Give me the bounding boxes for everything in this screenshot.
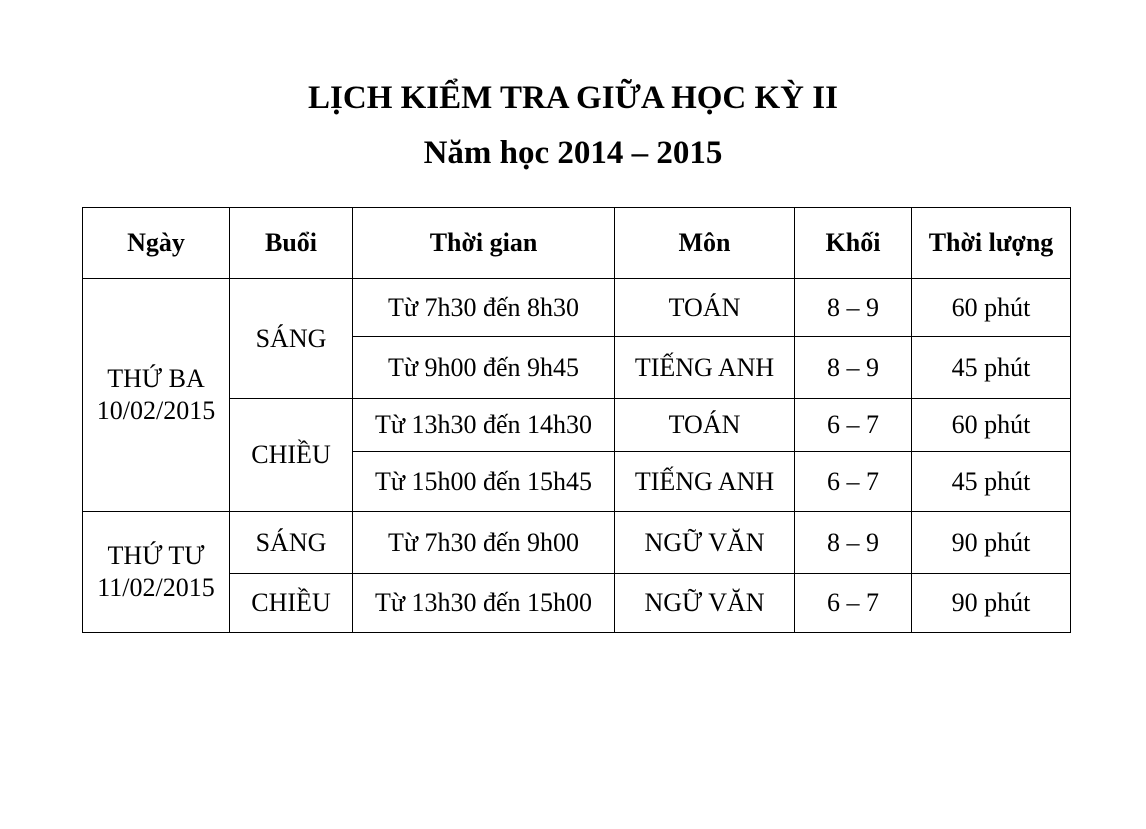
session-cell: SÁNG <box>230 512 353 574</box>
day-cell <box>83 279 230 512</box>
day-date: 10/02/2015 <box>96 396 216 425</box>
day-name: THỨ BA <box>107 364 205 393</box>
duration-cell: 45 phút <box>912 452 1071 512</box>
header-subject: Môn <box>615 208 795 279</box>
document-title: LỊCH KIỂM TRA GIỮA HỌC KỲ II <box>308 80 838 116</box>
header-session: Buổi <box>230 208 353 279</box>
time-cell: Từ 7h30 đến 8h30 <box>353 279 615 337</box>
grade-cell: 8 – 9 <box>795 337 912 399</box>
subject-cell: TOÁN <box>615 279 795 337</box>
time-cell: Từ 13h30 đến 14h30 <box>353 399 615 452</box>
header-time: Thời gian <box>353 208 615 279</box>
header-duration: Thời lượng <box>912 208 1071 279</box>
subject-cell: TOÁN <box>615 399 795 452</box>
table-header-row <box>83 208 1071 279</box>
subject-cell: NGỮ VĂN <box>615 512 795 574</box>
table-row <box>83 279 1071 337</box>
session-cell: CHIỀU <box>230 399 353 512</box>
table-row <box>83 399 1071 452</box>
time-cell: Từ 13h30 đến 15h00 <box>353 574 615 633</box>
table-row <box>83 574 1071 633</box>
header-grade: Khối <box>795 208 912 279</box>
session-cell: CHIỀU <box>230 574 353 633</box>
time-cell: Từ 7h30 đến 9h00 <box>353 512 615 574</box>
day-cell <box>83 512 230 633</box>
time-cell: Từ 9h00 đến 9h45 <box>353 337 615 399</box>
duration-cell: 45 phút <box>912 337 1071 399</box>
time-cell: Từ 15h00 đến 15h45 <box>353 452 615 512</box>
header-day: Ngày <box>83 208 230 279</box>
subject-cell: TIẾNG ANH <box>615 337 795 399</box>
grade-cell: 6 – 7 <box>795 399 912 452</box>
day-date: 11/02/2015 <box>97 573 215 602</box>
day-name: THỨ TƯ <box>107 541 205 570</box>
duration-cell: 60 phút <box>912 399 1071 452</box>
exam-schedule-table <box>82 207 1071 633</box>
duration-cell: 90 phút <box>912 512 1071 574</box>
duration-cell: 60 phút <box>912 279 1071 337</box>
table-row <box>83 512 1071 574</box>
session-cell: SÁNG <box>230 279 353 399</box>
grade-cell: 8 – 9 <box>795 512 912 574</box>
grade-cell: 6 – 7 <box>795 452 912 512</box>
document-subtitle: Năm học 2014 – 2015 <box>423 135 723 171</box>
grade-cell: 6 – 7 <box>795 574 912 633</box>
subject-cell: NGỮ VĂN <box>615 574 795 633</box>
grade-cell: 8 – 9 <box>795 279 912 337</box>
duration-cell: 90 phút <box>912 574 1071 633</box>
subject-cell: TIẾNG ANH <box>615 452 795 512</box>
